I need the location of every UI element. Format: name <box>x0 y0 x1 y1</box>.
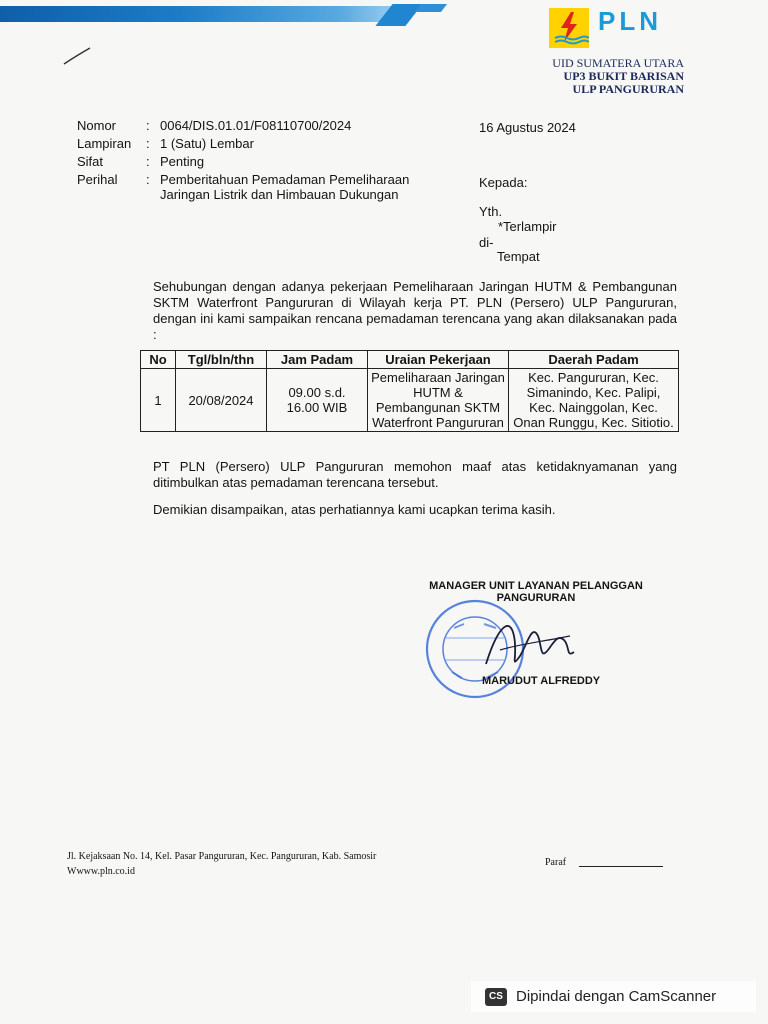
table-row <box>141 369 679 432</box>
nomor-label: Nomor <box>77 118 117 133</box>
unit-line-ulp: ULP PANGURURAN <box>572 82 684 96</box>
sifat-label: Sifat <box>77 154 104 169</box>
tempat-label: Tempat <box>497 249 540 264</box>
camscanner-watermark <box>471 981 756 1012</box>
header-no: No <box>141 351 176 369</box>
pln-logo-icon <box>549 8 589 48</box>
website-link[interactable]: Wwww.pln.co.id <box>67 866 135 877</box>
lampiran-colon: : <box>146 136 150 151</box>
nomor-colon: : <box>146 118 150 133</box>
cell-jam-padam: 09.00 s.d. 16.00 WIB <box>267 369 368 432</box>
di-label: di- <box>479 235 494 250</box>
pln-logo-text: PLN <box>598 6 662 36</box>
paraf-line <box>579 866 663 867</box>
perihal-line-1: Pemberitahuan Pemadaman Pemeliharaan <box>160 172 410 187</box>
sifat-colon: : <box>146 154 150 169</box>
sifat-value: Penting <box>160 154 205 169</box>
perihal-colon: : <box>146 172 150 187</box>
cell-uraian: Pemeliharaan Jaringan HUTM & Pembangunan SKTM Waterfront Pangururan <box>368 369 509 432</box>
signatory-name: MARUDUT ALFREDDY <box>482 675 601 687</box>
paraf-label: Paraf <box>545 857 567 868</box>
outage-schedule-table <box>140 350 679 432</box>
header-tanggal: Tgl/bln/thn <box>176 351 267 369</box>
perihal-label: Perihal <box>77 172 118 187</box>
pen-mark-icon <box>62 46 92 66</box>
signatory-title-line-1: MANAGER UNIT LAYANAN PELANGGAN <box>429 580 643 592</box>
header-jam-padam: Jam Padam <box>267 351 368 369</box>
kepada-label: Kepada: <box>479 175 528 190</box>
unit-line-uid: UID SUMATERA UTARA <box>552 56 684 70</box>
camscanner-label: Dipindai dengan CamScanner <box>516 988 717 1005</box>
header-stripe-small <box>415 4 447 12</box>
signatory-title-line-2: PANGURURAN <box>496 592 576 604</box>
lampiran-label: Lampiran <box>77 136 132 151</box>
header-daerah: Daerah Padam <box>509 351 679 369</box>
header-uraian: Uraian Pekerjaan <box>368 351 509 369</box>
camscanner-icon: CS <box>485 988 507 1006</box>
lampiran-value: 1 (Satu) Lembar <box>160 136 254 151</box>
closing-paragraph: Demikian disampaikan, atas perhatiannya kami ucapkan terima kasih. <box>153 502 556 517</box>
office-address: Jl. Kejaksaan No. 14, Kel. Pasar Pangururan, Kec. Pangururan, Kab. Samosir <box>67 851 377 862</box>
yth-label: Yth. <box>479 204 503 219</box>
intro-paragraph: Sehubungan dengan adanya pekerjaan Pemeliharaan Jaringan HUTM & Pembangunan SKTM Waterfront Pangururan di Wilayah kerja PT. PLN (Persero) ULP Pangururan, dengan ini kami sampaikan rencana pemadaman terencana yang akan dilaksanakan pada : <box>153 279 677 342</box>
header-bar <box>0 6 400 22</box>
table-header-row <box>141 351 679 369</box>
recipient-terlampir: *Terlampir <box>498 219 557 234</box>
nomor-value: 0064/DIS.01.01/F08110700/2024 <box>160 118 352 133</box>
cell-no: 1 <box>141 369 176 432</box>
letter-date: 16 Agustus 2024 <box>479 120 576 135</box>
perihal-line-2: Jaringan Listrik dan Himbauan Dukungan <box>160 187 399 202</box>
handwritten-signature-icon <box>480 606 580 684</box>
unit-line-up3: UP3 BUKIT BARISAN <box>563 69 684 83</box>
cell-daerah: Kec. Pangururan, Kec. Simanindo, Kec. Palipi, Kec. Nainggolan, Kec. Onan Runggu, Kec. Sitiotio. <box>509 369 679 432</box>
apology-paragraph: PT PLN (Persero) ULP Pangururan memohon maaf atas ketidaknyamanan yang ditimbulkan atas pemadaman terencana tersebut. <box>153 459 677 490</box>
cell-tanggal: 20/08/2024 <box>176 369 267 432</box>
